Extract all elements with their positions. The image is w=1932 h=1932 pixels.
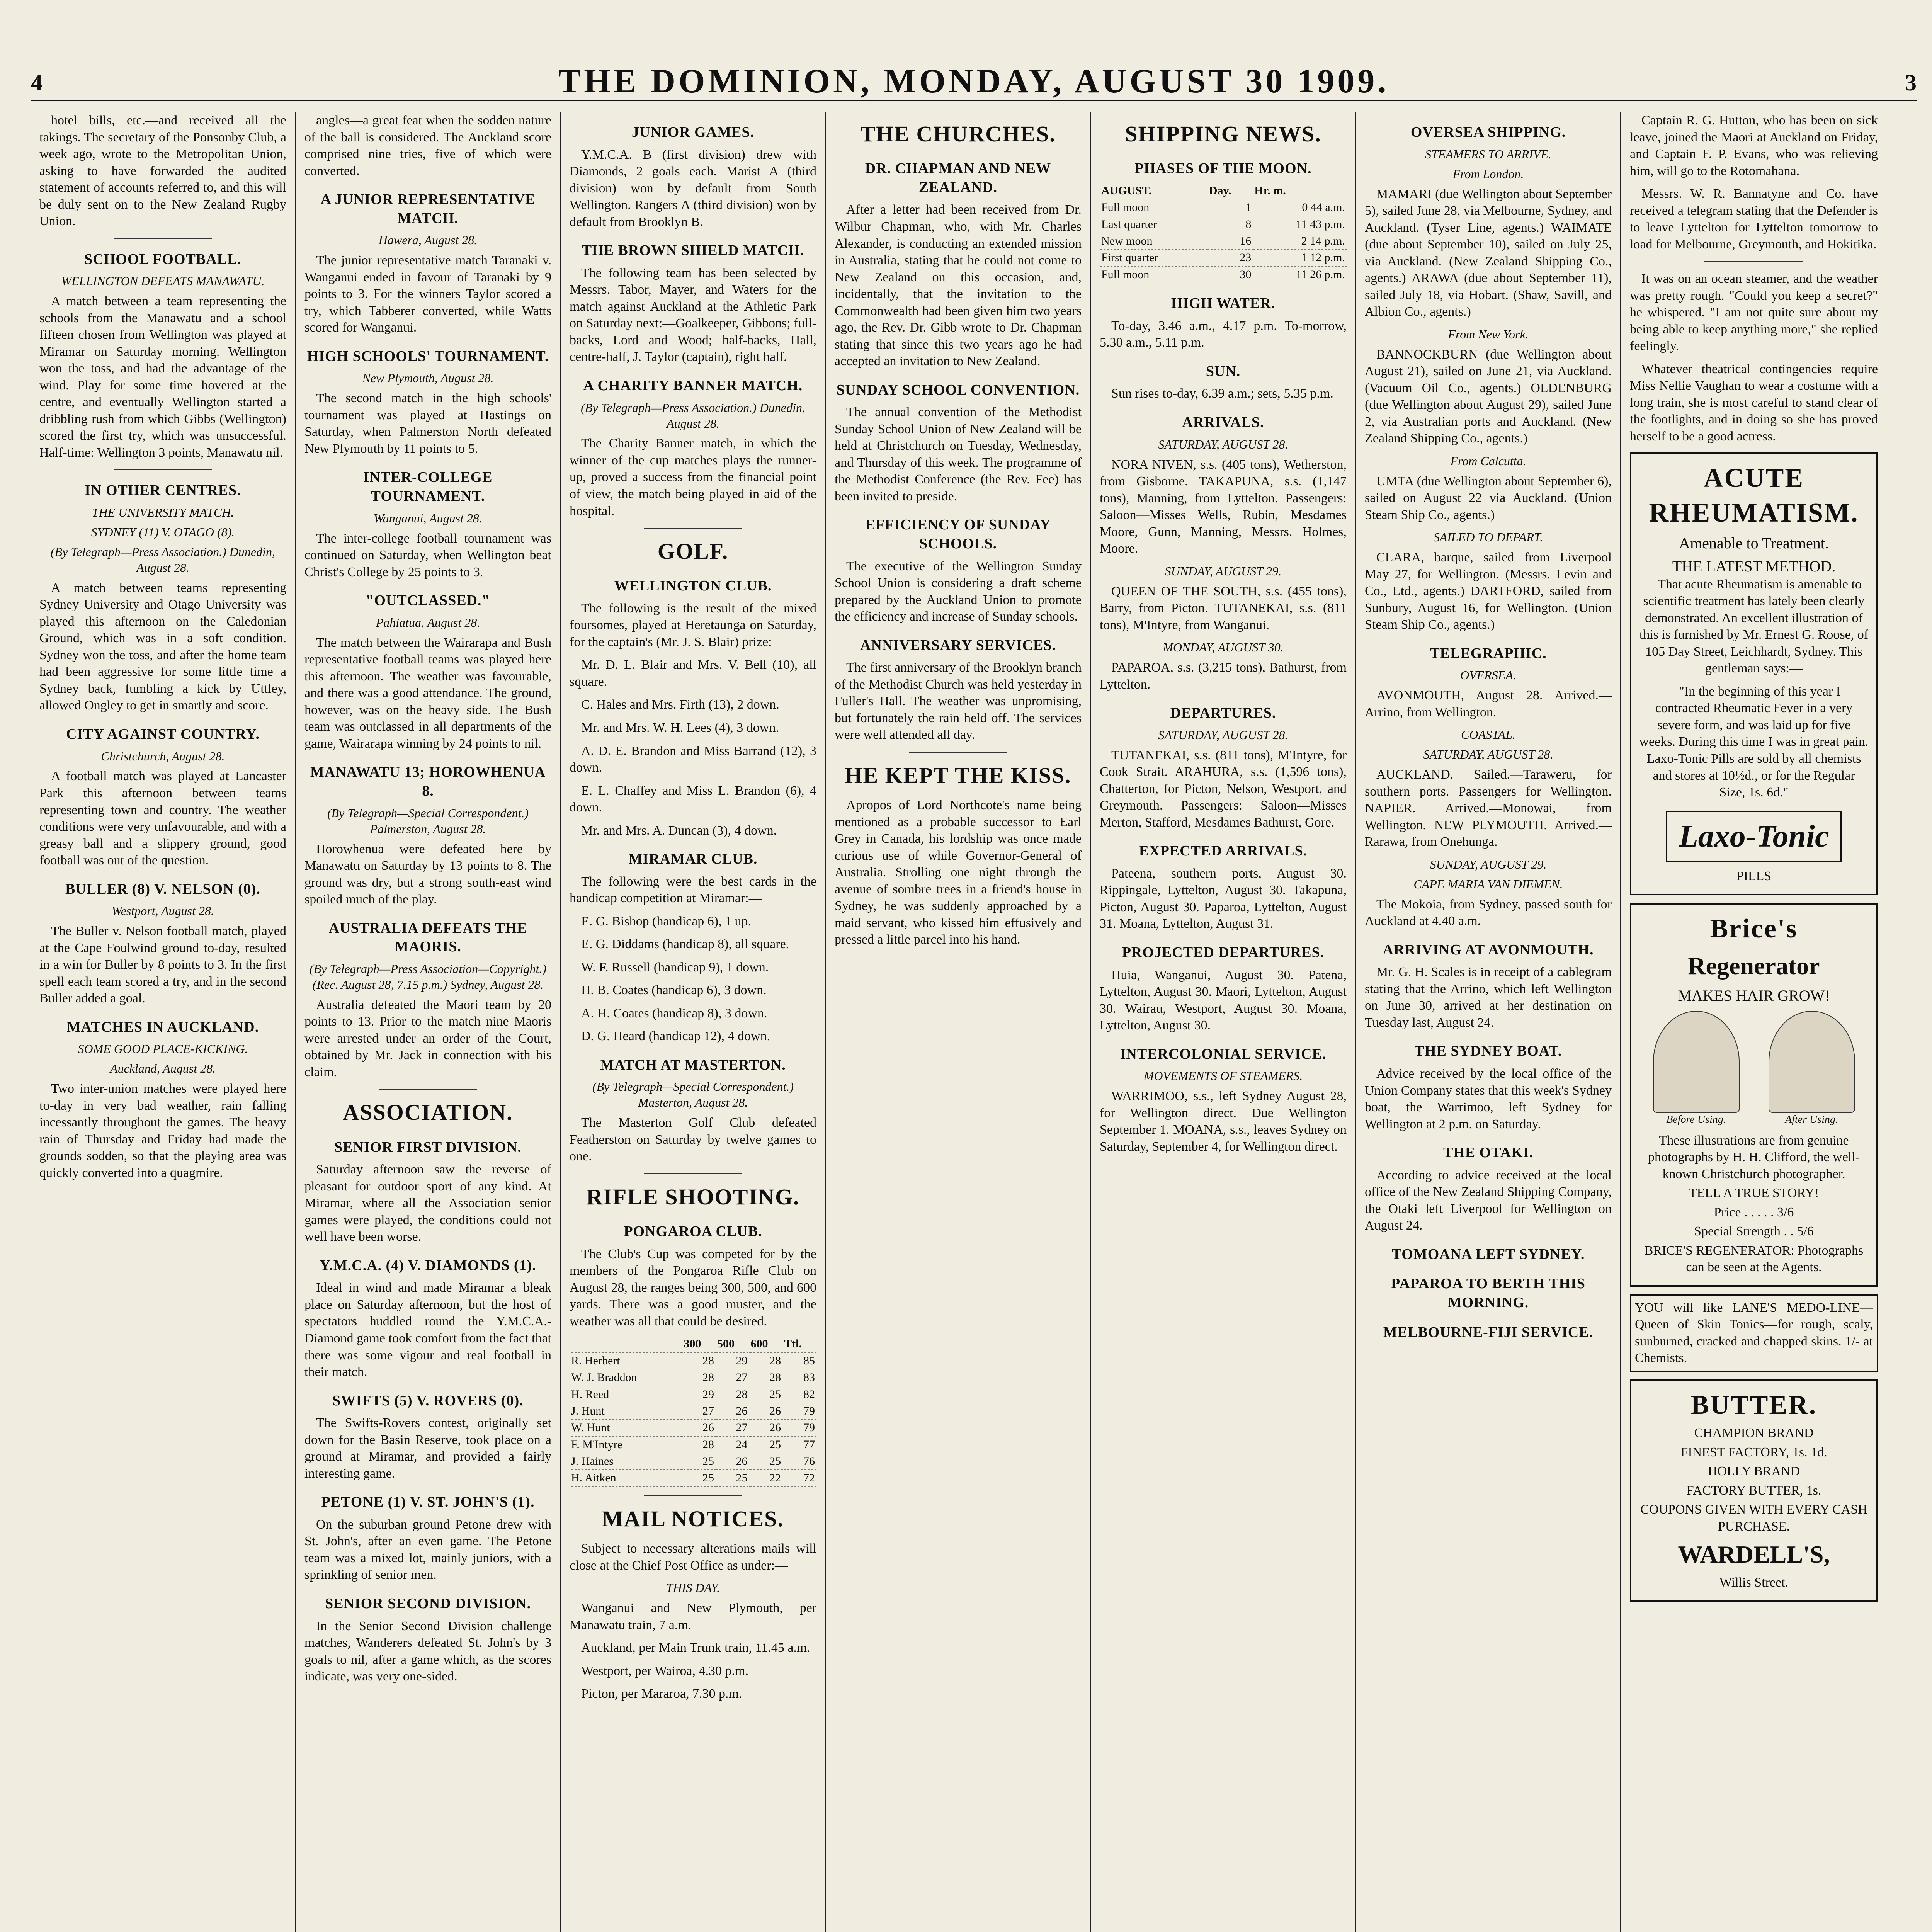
cell: 25 <box>749 1386 783 1403</box>
article-text: The Charity Banner match, in which the winner of the cup matches plays the runner-up, proved a success from the financial point of view, the match being played in aid of the hospital. <box>570 436 816 518</box>
column-6 <box>1356 112 1621 1932</box>
ad-line: These illustrations are from genuine photographs by H. H. Clifford, the well-known Christchurch photographer. <box>1648 1133 1860 1181</box>
list-item: Mr. D. L. Blair and Mrs. V. Bell (10), all square. <box>570 658 816 689</box>
table-row <box>1100 266 1347 283</box>
cell: 28 <box>749 1369 783 1386</box>
dateline: SATURDAY, AUGUST 28. <box>1423 747 1553 762</box>
table-row <box>570 1436 816 1453</box>
column-header <box>570 1336 682 1352</box>
article-text: MAMARI (due Wellington about September 5), sailed June 28, via Melbourne, Sydney, and Auckland. (Tyser Line, agents.) WAIMATE (due about September 10), sailed on July 25, via Auckland. (New Zealand Shipping Co., agents.) ARAWA (due about September 11), sailed July 18, via Hobart. (Shaw, Savill, and Albion Co., agents.) <box>1365 187 1612 319</box>
article-text: Advice received by the local office of the Union Company states that this week's Sydney boat, the Warrimoo, left Sydney for Wellington at 2 p.m. on Saturday. <box>1365 1066 1612 1131</box>
article-text: AVONMOUTH, August 28. Arrived.—Arrino, from Wellington. <box>1365 688 1612 719</box>
article-text: The second match in the high schools' tournament was played at Hastings on Saturday, when Palmerston North defeated New Plymouth by 11 points to 5. <box>304 391 551 456</box>
cell: F. M'Intyre <box>570 1436 682 1453</box>
list-item: A. D. E. Brandon and Miss Barrand (12), 3 down. <box>570 743 816 775</box>
article-text: The junior representative match Taranaki v. Wanganui ended in favour of Taranaki by 9 points to 3. For the winners Taylor scored a try, which Tabberer converted, while Watts scored for Wanganui. <box>304 253 551 335</box>
table-row <box>570 1386 816 1403</box>
dateline: Christchurch, August 28. <box>101 749 225 763</box>
article-text: QUEEN OF THE SOUTH, s.s. (455 tons), Barry, from Picton. TUTANEKAI, s.s. (811 tons), M'Intyre, from Wanganui. <box>1100 584 1347 632</box>
article-text: NORA NIVEN, s.s. (405 tons), Wetherston, from Gisborne. TAKAPUNA, s.s. (1,147 tons), Manning, from Lyttelton. Passengers: Saloon—Misses Wells, Rubin, Mesdames Moore, Gunn, Manning, Messrs. Holmes, Moore. <box>1100 457 1347 556</box>
price-line: Special Strength . . 5/6 <box>1694 1224 1814 1239</box>
cell: J. Haines <box>570 1453 682 1470</box>
cell: 26 <box>716 1403 749 1419</box>
section-heading: OVERSEA SHIPPING. <box>1410 124 1566 140</box>
ad-line: FINEST FACTORY, 1s. 1d. <box>1680 1445 1827 1459</box>
section-heading: SENIOR FIRST DIVISION. <box>334 1139 522 1155</box>
golf-results <box>570 656 816 839</box>
subheading: From London. <box>1452 167 1524 181</box>
section-heading: INTERCOLONIAL SERVICE. <box>1120 1046 1327 1062</box>
dateline: SUNDAY, AUGUST 29. <box>1165 564 1282 578</box>
table-row <box>1100 233 1347 250</box>
table-row <box>1100 216 1347 233</box>
cell: 1 <box>1208 199 1253 216</box>
table-row <box>570 1470 816 1486</box>
list-item: Wanganui and New Plymouth, per Manawatu train, 7 a.m. <box>570 1601 816 1632</box>
section-heading: THE BROWN SHIELD MATCH. <box>582 242 804 259</box>
cell: 29 <box>716 1352 749 1369</box>
column-2 <box>296 112 561 1932</box>
ad-slogan: MAKES HAIR GROW! <box>1678 986 1830 1004</box>
section-heading: EFFICIENCY OF SUNDAY SCHOOLS. <box>865 517 1051 552</box>
cell: 30 <box>1208 266 1253 283</box>
table-row <box>570 1369 816 1386</box>
column-5 <box>1091 112 1356 1932</box>
cell: 25 <box>716 1470 749 1486</box>
subheading: From Calcutta. <box>1450 454 1526 468</box>
section-heading: BULLER (8) V. NELSON (0). <box>65 881 260 897</box>
divider <box>114 469 213 470</box>
dateline: SUNDAY, AUGUST 29. <box>1430 857 1547 871</box>
cell: 0 44 a.m. <box>1253 199 1347 216</box>
section-heading: MELBOURNE-FIJI SERVICE. <box>1383 1324 1594 1340</box>
cell: H. Reed <box>570 1386 682 1403</box>
cell: 28 <box>716 1386 749 1403</box>
section-heading: MATCHES IN AUCKLAND. <box>66 1019 259 1035</box>
cell: 16 <box>1208 233 1253 250</box>
dateline: Pahiatua, August 28. <box>376 615 480 629</box>
ad-product: Regenerator <box>1688 952 1820 980</box>
article-text: The annual convention of the Methodist Sunday School Union of New Zealand will be held at Christchurch on Tuesday, Wednesday, and Thursday of this week. The programme of the Methodist Conference (the Rev. Fee) has been invited to preside. <box>835 405 1082 503</box>
section-heading: PAPAROA TO BERTH THIS MORNING. <box>1391 1276 1585 1311</box>
cell: 83 <box>782 1369 816 1386</box>
article-text: Ideal in wind and made Miramar a bleak place on Saturday afternoon, but the host of spectators huddled round the Y.M.C.A.-Diamond game took comfort from the fact that there was some vigour and real football in their match. <box>304 1281 551 1379</box>
column-header: 500 <box>716 1336 749 1352</box>
section-heading: ARRIVING AT AVONMOUTH. <box>1383 941 1594 958</box>
list-item: Picton, per Mararoa, 7.30 p.m. <box>581 1687 742 1701</box>
cell: New moon <box>1100 233 1208 250</box>
cell: 11 26 p.m. <box>1253 266 1347 283</box>
dateline: (By Telegraph—Press Association—Copyright.) (Rec. August 28, 7.15 p.m.) Sydney, August 28. <box>309 961 547 992</box>
divider <box>909 752 1008 753</box>
subheading: From New York. <box>1448 327 1529 341</box>
list-item: C. Hales and Mrs. Firth (13), 2 down. <box>581 697 779 712</box>
table-row <box>570 1403 816 1419</box>
section-heading: EXPECTED ARRIVALS. <box>1139 843 1308 859</box>
article-text: The executive of the Wellington Sunday School Union is considering a draft scheme prepared by the Auckland Union to promote the efficiency and increase of Sunday schools. <box>835 559 1082 624</box>
article-text: The first anniversary of the Brooklyn branch of the Methodist Church was held yesterday in Fuller's Hall. The weather was unpromising, but fortunately the rain held off. The services were well attended all day. <box>835 660 1082 742</box>
article-text: To-day, 3.46 a.m., 4.17 p.m. To-morrow, 5.30 a.m., 5.11 p.m. <box>1100 318 1347 350</box>
section-heading: DR. CHAPMAN AND NEW ZEALAND. <box>865 160 1051 196</box>
section-heading: AUSTRALIA DEFEATS THE MAORIS. <box>328 920 527 955</box>
article-text: The inter-college football tournament was continued on Saturday, when Wellington beat Christ's College by 25 points to 3. <box>304 531 551 579</box>
moon-phases-table <box>1100 183 1347 283</box>
article-text: A match between teams representing Sydney University and Otago University was played this afternoon on the Caledonian Ground, which was in a soft condition. Sydney won the toss, and after the home team had been aggressive for some little time a Sydney back, fumbling a kick by Uttley, allowed Ongley to get in smartly and score. <box>39 580 286 713</box>
section-heading: TELEGRAPHIC. <box>1430 645 1547 662</box>
dateline: (By Telegraph—Special Correspondent.) Masterton, August 28. <box>592 1080 794 1110</box>
section-heading: PONGAROA CLUB. <box>624 1223 762 1240</box>
medoline-advertisement: YOU will like LANE'S MEDO-LINE—Queen of Skin Tonics—for rough, scaly, sunburned, cracked and chapped skins. 1/- at Chemists. <box>1630 1294 1878 1372</box>
caption: After Using. <box>1785 1113 1838 1126</box>
section-title: MAIL NOTICES. <box>602 1506 784 1531</box>
column-4 <box>826 112 1091 1932</box>
article-text: Pateena, southern ports, August 30. Rippingale, Lyttelton, August 30. Takapuna, Picton, August 30. Paparoa, Lyttelton, August 31. Moana, Lyttelton, August 31. <box>1100 866 1347 931</box>
article-text: In the Senior Second Division challenge matches, Wanderers defeated St. John's by 3 goals to nil, after a game which, as the scores indicate, was very one-sided. <box>304 1619 551 1684</box>
cell: 28 <box>682 1436 716 1453</box>
section-heading: MATCH AT MASTERTON. <box>600 1056 786 1073</box>
cell: 72 <box>782 1470 816 1486</box>
cell: 26 <box>749 1403 783 1419</box>
section-heading: ARRIVALS. <box>1182 414 1264 430</box>
portrait-before-image <box>1653 1011 1740 1113</box>
cell: 25 <box>749 1436 783 1453</box>
article-text: Huia, Wanganui, August 30. Patena, Lyttelton, August 30. Maori, Lyttelton, August 30. Wairau, Westport, August 30. Moana, Lyttelton, August 30. <box>1100 968 1347 1033</box>
subheading: STEAMERS TO ARRIVE. <box>1425 147 1551 161</box>
cell: W. Hunt <box>570 1420 682 1436</box>
article-text: Horowhenua were defeated here by Manawatu on Saturday by 13 points to 8. The ground was dry, but a strong south-east wind spoiled much of the play. <box>304 842 551 907</box>
after-figure <box>1769 1011 1855 1127</box>
section-title: THE CHURCHES. <box>860 121 1056 146</box>
cell: 11 43 p.m. <box>1253 216 1347 233</box>
section-heading: Y.M.C.A. (4) V. DIAMONDS (1). <box>320 1257 536 1274</box>
article-text: WARRIMOO, s.s., left Sydney August 28, for Wellington direct. Due Wellington September 1. MOANA, s.s., leaves Sydney on Saturday, September 4, for Wellington direct. <box>1100 1089 1347 1154</box>
section-heading: SWIFTS (5) V. ROVERS (0). <box>332 1392 524 1409</box>
list-item: E. L. Chaffey and Miss L. Brandon (6), 4 down. <box>570 783 816 815</box>
list-item: E. G. Bishop (handicap 6), 1 up. <box>581 914 752 929</box>
cell: Full moon <box>1100 266 1208 283</box>
list-item: D. G. Heard (handicap 12), 4 down. <box>581 1029 770 1044</box>
ad-subtitle: Amenable to Treatment. <box>1679 534 1829 552</box>
section-heading: A JUNIOR REPRESENTATIVE MATCH. <box>320 191 536 226</box>
dateline: (By Telegraph—Press Association.) Dunedin, August 28. <box>581 400 805 430</box>
cell: 27 <box>716 1420 749 1436</box>
section-heading: SENIOR SECOND DIVISION. <box>325 1595 531 1612</box>
dateline: (By Telegraph—Press Association.) Dunedin, August 28. <box>51 544 275 575</box>
article-text: The following is the result of the mixed foursomes, played at Heretaunga on Saturday, for the captain's (Mr. J. S. Blair) prize:— <box>570 601 816 649</box>
cell: 82 <box>782 1386 816 1403</box>
subheading: SAILED TO DEPART. <box>1433 530 1543 544</box>
article-text: The Masterton Golf Club defeated Featherston on Saturday by twelve games to one. <box>570 1116 816 1164</box>
section-heading: SUNDAY SCHOOL CONVENTION. <box>836 381 1080 398</box>
column-header: Day. <box>1208 183 1253 199</box>
cell: 23 <box>1208 250 1253 266</box>
ad-line: HOLLY BRAND <box>1708 1464 1800 1479</box>
table-row <box>1100 250 1347 266</box>
cell: 28 <box>682 1369 716 1386</box>
dateline: (By Telegraph—Special Correspondent.) Palmerston, August 28. <box>327 806 529 836</box>
section-heading: DEPARTURES. <box>1170 705 1276 721</box>
rheumatism-advertisement <box>1630 452 1878 895</box>
before-figure <box>1653 1011 1740 1127</box>
cell: 25 <box>682 1453 716 1470</box>
list-item: Westport, per Wairoa, 4.30 p.m. <box>581 1663 748 1678</box>
column-header: AUGUST. <box>1100 183 1208 199</box>
column-7 <box>1621 112 1886 1932</box>
article-text: Apropos of Lord Northcote's name being mentioned as a probable successor to Earl Grey in Canada, his lordship was once made curious use of while Governor-General of Australia. Strolling one night through the avenue of sombre trees in a friend's house in Sydney, he was suddenly approached by a maid servant, who kissed him effusively and pressed a little parcel into his hand. <box>835 798 1082 947</box>
cell: 79 <box>782 1420 816 1436</box>
cell: 85 <box>782 1352 816 1369</box>
table-row <box>570 1352 816 1369</box>
article-text: BANNOCKBURN (due Wellington about August 21), sailed on June 21, via Auckland. (Vacuum Oil Co., agents.) OLDENBURG (due Wellington about August 29), sailed June 2, via Australian ports and Auckland. (New Zealand Shipping Co., agents.) <box>1365 347 1612 446</box>
table-row <box>570 1420 816 1436</box>
cell: R. Herbert <box>570 1352 682 1369</box>
columns <box>31 112 1917 1932</box>
article-text: angles—a great feat when the sodden nature of the ball is considered. The Auckland score comprised nine tries, five of which were converted. <box>304 113 551 178</box>
article-text: Subject to necessary alterations mails will close at the Chief Post Office as under:— <box>570 1541 816 1573</box>
list-item: Mr. and Mrs. A. Duncan (3), 4 down. <box>581 823 777 838</box>
section-title: RIFLE SHOOTING. <box>586 1184 800 1209</box>
price-line: Price . . . . . 3/6 <box>1714 1205 1794 1219</box>
subheading: OVERSEA. <box>1460 668 1516 682</box>
section-heading: PHASES OF THE MOON. <box>1134 160 1312 177</box>
cell: 24 <box>716 1436 749 1453</box>
section-heading: INTER-COLLEGE TOURNAMENT. <box>363 469 493 505</box>
article-text: The following were the best cards in the handicap competition at Miramar:— <box>570 874 816 906</box>
article-text: According to advice received at the local office of the New Zealand Shipping Company, the Otaki left Liverpool for Wellington on August 24. <box>1365 1168 1612 1233</box>
subheading: THE UNIVERSITY MATCH. <box>92 505 234 519</box>
cell: 79 <box>782 1403 816 1419</box>
section-heading: JUNIOR GAMES. <box>631 124 755 140</box>
shop-address: Willis Street. <box>1719 1575 1789 1590</box>
section-heading: ANNIVERSARY SERVICES. <box>860 637 1056 653</box>
cell: 77 <box>782 1436 816 1453</box>
section-heading: WELLINGTON CLUB. <box>614 578 772 594</box>
shop-name: WARDELL'S, <box>1678 1541 1830 1568</box>
ad-line: CHAMPION BRAND <box>1694 1426 1814 1440</box>
table-header-row <box>1100 183 1347 199</box>
rifle-scores-table <box>570 1336 816 1487</box>
article-text: AUCKLAND. Sailed.—Taraweru, for southern ports. Passengers for Wellington. NAPIER. Arrived.—Monowai, from Wellington. NEW PLYMOUTH. Arrived.—Rarawa, from Onehunga. <box>1365 767 1612 849</box>
article-text: It was on an ocean steamer, and the weather was pretty rough. "Could you keep a secret?" he whispered. "I am not quite sure about my being able to keep anything more," she replied feelingly. <box>1630 272 1878 354</box>
cell: 25 <box>749 1453 783 1470</box>
column-3 <box>561 112 826 1932</box>
subheading: THIS DAY. <box>666 1581 720 1595</box>
cell: H. Aitken <box>570 1470 682 1486</box>
dateline: Hawera, August 28. <box>378 233 478 247</box>
subheading: MOVEMENTS OF STEAMERS. <box>1143 1069 1303 1083</box>
cell: First quarter <box>1100 250 1208 266</box>
section-heading: HIGH SCHOOLS' TOURNAMENT. <box>307 348 549 364</box>
section-heading: PROJECTED DEPARTURES. <box>1122 944 1325 961</box>
divider <box>1704 261 1804 262</box>
subheading: SOME GOOD PLACE-KICKING. <box>78 1042 248 1056</box>
article-text: UMTA (due Wellington about September 6), sailed on August 22 via Auckland. (Union Steam Ship Co., agents.) <box>1365 474 1612 522</box>
subheading: WELLINGTON DEFEATS MANAWATU. <box>61 274 265 288</box>
divider <box>644 1173 743 1174</box>
section-heading: MANAWATU 13; HOROWHENUA 8. <box>310 764 546 799</box>
cell: 26 <box>716 1453 749 1470</box>
cell: 26 <box>682 1420 716 1436</box>
section-heading: HIGH WATER. <box>1171 295 1276 312</box>
section-heading: SCHOOL FOOTBALL. <box>84 251 242 267</box>
cell: 1 12 p.m. <box>1253 250 1347 266</box>
cell: 28 <box>749 1352 783 1369</box>
list-item: Mr. and Mrs. W. H. Lees (4), 3 down. <box>581 720 779 735</box>
masthead <box>31 58 1917 102</box>
ad-title: BUTTER. <box>1690 1390 1817 1420</box>
column-header: Hr. m. <box>1253 183 1347 199</box>
column-1 <box>31 112 296 1932</box>
column-header: Ttl. <box>782 1336 816 1352</box>
section-heading: SUN. <box>1206 363 1241 379</box>
section-heading: THE SYDNEY BOAT. <box>1414 1043 1562 1060</box>
list-item: Auckland, per Main Trunk train, 11.45 a.m. <box>581 1641 810 1655</box>
ad-text: That acute Rheumatism is amenable to scientific treatment has lately been clearly demonstrated. An excellent illustration of this is furnished by Mr. Ernest G. Roose, of 105 Day Street, Leichhardt, Sydney. This gentleman says:— <box>1639 577 1869 676</box>
article-text: A match between a team representing the schools from the Manawatu and a school fifteen chosen from Wellington was played at Miramar on Saturday morning. Wellington won the toss, and had the advantage of the wind. Play for some time hovered at the centre, and eventually Wellington started a dribbling rush from which Gibbs (Wellington) scored the first try, which was unsuccessful. Half-time: Wellington 3 points, Manawatu nil. <box>39 294 286 460</box>
article-text: The Club's Cup was competed for by the members of the Pongaroa Rifle Club on August 28, the ranges being 300, 500, and 600 yards. There was a good muster, and the weather was all that could be desired. <box>570 1247 816 1328</box>
column-header: 300 <box>682 1336 716 1352</box>
article-text: Whatever theatrical contingencies require Miss Nellie Vaughan to wear a costume with a long train, she is most careful to stand clear of the footlights, and in doing so she has proved herself to be a good actress. <box>1630 362 1878 444</box>
section-title: SHIPPING NEWS. <box>1125 121 1321 146</box>
article-text: Saturday afternoon saw the reverse of pleasant for outdoor sport of any kind. At Miramar, where all the Association senior games were played, the conditions could not well have been worse. <box>304 1162 551 1244</box>
dateline: Wanganui, August 28. <box>374 511 482 525</box>
cell: 27 <box>682 1403 716 1419</box>
subheading: COASTAL. <box>1461 728 1515 742</box>
article-text: Captain R. G. Hutton, who has been on sick leave, joined the Maori at Auckland on Friday, and Captain F. P. Evans, who was relieving him, will go to the Rotomahana. <box>1630 113 1878 178</box>
brices-regenerator-advertisement <box>1630 903 1878 1287</box>
article-text: PAPAROA, s.s. (3,215 tons), Bathurst, from Lyttelton. <box>1100 660 1347 692</box>
portrait-after-image <box>1769 1011 1855 1113</box>
cell: 25 <box>682 1470 716 1486</box>
dateline: Auckland, August 28. <box>110 1061 216 1076</box>
cell: Full moon <box>1100 199 1208 216</box>
cell: W. J. Braddon <box>570 1369 682 1386</box>
divider <box>379 1089 478 1090</box>
dateline: SATURDAY, AUGUST 28. <box>1158 437 1288 451</box>
cell: 2 14 p.m. <box>1253 233 1347 250</box>
laxo-tonic-logo: Laxo-Tonic <box>1666 811 1842 862</box>
newspaper-title: THE DOMINION, MONDAY, AUGUST 30 1909. <box>558 63 1389 100</box>
section-heading: PETONE (1) V. ST. JOHN'S (1). <box>321 1494 535 1510</box>
column-header: 600 <box>749 1336 783 1352</box>
dateline: MONDAY, AUGUST 30. <box>1163 640 1284 655</box>
page-number-right: 3 <box>1905 70 1917 95</box>
table-row <box>570 1453 816 1470</box>
before-after-illustration <box>1638 1011 1869 1127</box>
list-item: E. G. Diddams (handicap 8), all square. <box>581 937 789 952</box>
article-text: The match between the Wairarapa and Bush representative football teams was played here this afternoon. The weather was favourable, and there was a good attendance. The ground, however, was on the heavy side. The Bush team was outclassed in all departments of the game, Wairarapa winning by 24 points to nil. <box>304 635 551 751</box>
table-row <box>1100 199 1347 216</box>
ad-text: "In the beginning of this year I contracted Rheumatic Fever in a very severe form, and was laid up for five weeks. During this time I was in great pain. Laxo-Tonic Pills are sold by all chemists and stores at 10½d., or for the Regular Size, 1s. 6d." <box>1639 684 1869 800</box>
section-heading: TOMOANA LEFT SYDNEY. <box>1391 1246 1585 1262</box>
list-item: H. B. Coates (handicap 6), 3 down. <box>581 983 767 998</box>
ad-line: BRICE'S REGENERATOR: Photographs can be seen at the Agents. <box>1644 1243 1864 1275</box>
article-text: Y.M.C.A. B (first division) drew with Diamonds, 2 goals each. Marist A (third division) won by default from South Wellington. Rangers A (third division) won by default from Brooklyn B. <box>570 147 816 229</box>
article-text: Sun rises to-day, 6.39 a.m.; sets, 5.35 p.m. <box>1111 386 1333 401</box>
subheading: SYDNEY (11) V. OTAGO (8). <box>91 525 235 539</box>
article-text: A football match was played at Lancaster Park this afternoon between teams representing town and country. The weather conditions were very unfavourable, and with a greasy ball and a slippery ground, good football was out of the question. <box>39 769 286 868</box>
ad-line: FACTORY BUTTER, 1s. <box>1686 1483 1821 1498</box>
article-text: On the suburban ground Petone drew with St. John's, after an even game. The Petone team was a mixed lot, mainly juniors, with a sprinkling of senior men. <box>304 1517 551 1582</box>
article-text: hotel bills, etc.—and received all the takings. The secretary of the Ponsonby Club, a week ago, wrote to the Metropolitan Union, asking to have forwarded the audited statement of accounts referred to, and this will be duly sent on to the New Zealand Rugby Union. <box>39 113 286 229</box>
article-text: The following team has been selected by Messrs. Tabor, Mayer, and Waters for the match against Auckland at the Athletic Park on Saturday next:—Goalkeeper, Gibbons; full-backs, Lord and Wood; half-backs, Hall, centre-half, J. Taylor (captain), right half. <box>570 265 816 364</box>
dateline: SATURDAY, AUGUST 28. <box>1158 728 1288 742</box>
dateline: Westport, August 28. <box>112 904 214 918</box>
page-number-left: 4 <box>31 70 43 95</box>
article-text: TUTANEKAI, s.s. (811 tons), M'Intyre, for Cook Strait. ARAHURA, s.s. (1,596 tons), Chatterton, for Picton, Nelson, Westport, and Greymouth. Passengers: Saloon—Misses Merton, Stafford, Mesdames Bathurst, Gore. <box>1100 748 1347 830</box>
list-item: W. F. Russell (handicap 9), 1 down. <box>581 960 769 975</box>
divider <box>644 528 743 529</box>
cell: 29 <box>682 1386 716 1403</box>
section-title: ASSOCIATION. <box>343 1100 513 1125</box>
cell: 28 <box>682 1352 716 1369</box>
article-text: Messrs. W. R. Bannatyne and Co. have received a telegram stating that the Defender is to leave Lyttelton for Lyttelton tomorrow to load for Melbourne, Greymouth, and Hokitika. <box>1630 187 1878 252</box>
cell: Last quarter <box>1100 216 1208 233</box>
section-heading: CITY AGAINST COUNTRY. <box>66 726 260 742</box>
cell: 22 <box>749 1470 783 1486</box>
cell: 76 <box>782 1453 816 1470</box>
cell: 27 <box>716 1369 749 1386</box>
section-heading: THE OTAKI. <box>1443 1145 1534 1161</box>
article-text: The Mokoia, from Sydney, passed south for Auckland at 4.40 a.m. <box>1365 897 1612 929</box>
caption: Before Using. <box>1666 1113 1726 1126</box>
article-text: The Buller v. Nelson football match, played at the Cape Foulwind ground to-day, resulted in a win for Buller by 8 points to 3. In the first spell each team scored a try, and in the second Buller added a goal. <box>39 924 286 1006</box>
ad-line: PILLS <box>1736 869 1772 883</box>
ad-line: TELL A TRUE STORY! <box>1689 1186 1819 1201</box>
dateline: New Plymouth, August 28. <box>362 371 494 385</box>
butter-advertisement <box>1630 1379 1878 1602</box>
section-heading: A CHARITY BANNER MATCH. <box>583 377 803 394</box>
section-heading: "OUTCLASSED." <box>366 592 490 609</box>
section-heading: IN OTHER CENTRES. <box>85 482 241 499</box>
ad-title: Brice's <box>1710 914 1798 944</box>
article-text: After a letter had been received from Dr. Wilbur Chapman, who, with Mr. Charles Alexander, is conducting an extended mission in Australia, stating that he could not come to New Zealand on this occasion, and, incidentally, that the invitation to the Commonwealth had been given him two years ago, the Rev. Dr. Gibb wrote to Dr. Chapman stating that since this two years ago he had accepted an invitation to New Zealand. <box>835 202 1082 369</box>
ad-line: COUPONS GIVEN WITH EVERY CASH PURCHASE. <box>1640 1502 1867 1534</box>
subheading: CAPE MARIA VAN DIEMEN. <box>1413 877 1563 891</box>
section-title: GOLF. <box>657 539 729 564</box>
article-text: Australia defeated the Maori team by 20 points to 13. Prior to the match nine Maoris were arrested under an order of the Court, obtained by Mr. Jack in connection with his claim. <box>304 997 551 1079</box>
cell: 8 <box>1208 216 1253 233</box>
article-text: CLARA, barque, sailed from Liverpool May 27, for Wellington. (Messrs. Levin and Co., Ltd., agents.) DARTFORD, sailed from Sunbury, August 16, for Wellington. (Union Steam Ship Co., agents.) <box>1365 550 1612 632</box>
divider <box>644 1495 743 1496</box>
ad-subtitle: THE LATEST METHOD. <box>1672 557 1836 575</box>
section-heading: MIRAMAR CLUB. <box>628 851 758 867</box>
table-header-row <box>570 1336 816 1352</box>
article-text: Mr. G. H. Scales is in receipt of a cablegram stating that the Arrino, which left Wellington on June 30, arrived at her destination on Tuesday last, August 24. <box>1365 965 1612 1030</box>
divider <box>114 238 213 239</box>
ad-title: ACUTE RHEUMATISM. <box>1649 463 1859 528</box>
article-text: The Swifts-Rovers contest, originally set down for the Basin Reserve, took place on a ground at Miramar, and provided a fairly interesting game. <box>304 1416 551 1481</box>
cell: J. Hunt <box>570 1403 682 1419</box>
miramar-results <box>570 913 816 1045</box>
section-title: HE KEPT THE KISS. <box>845 762 1071 788</box>
article-text: Two inter-union matches were played here to-day in very bad weather, rain falling incessantly throughout the games. The heavy rain of Thursday and Friday had made the grounds sodden, so that the playing area was quickly converted into a quagmire. <box>39 1082 286 1180</box>
list-item: A. H. Coates (handicap 8), 3 down. <box>581 1006 767 1020</box>
cell: 26 <box>749 1420 783 1436</box>
